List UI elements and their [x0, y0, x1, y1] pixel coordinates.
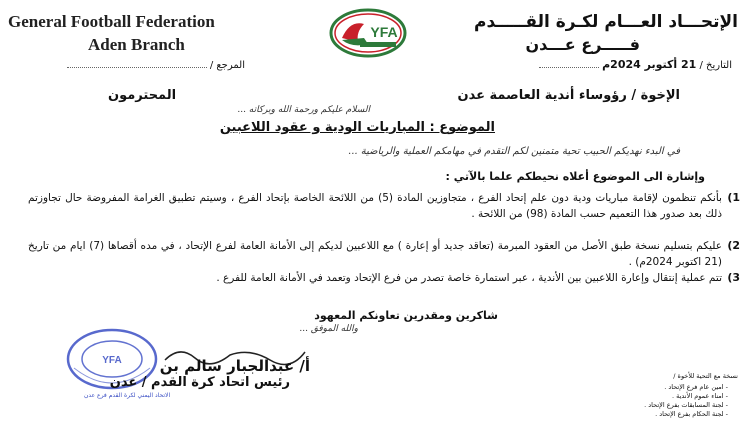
- copy-item: - امناء عموم الأندية .: [671, 392, 728, 400]
- item-2-text: عليكم بتسليم نسخة طبق الأصل من العقود المبرمة (تعاقد جديد أو إعارة ) مع اللاعبين لديكم إلى الأمانة العامة لفرع الإتحاد ، في مده أقصاها (7) ايام من تاريخ (21 اكتوبر 2024م) .: [28, 240, 722, 268]
- copy-item: - لجنة الحكام بفرع الإتحاد .: [655, 410, 728, 418]
- svg-text:YFA: YFA: [102, 355, 122, 366]
- ref-row: [55, 60, 245, 71]
- header-en-line1: General Football Federation: [8, 12, 215, 31]
- god-bless: والله الموفق ...: [299, 324, 358, 334]
- item-3: [28, 270, 740, 286]
- item-3-num: 3): [727, 271, 740, 284]
- subject-text: المباريات الودية و عقود اللاعبين: [219, 120, 425, 135]
- copy-item: - امين عام فرع الإتحاد .: [664, 383, 728, 391]
- subject-line: [220, 120, 495, 135]
- federation-logo: [328, 8, 408, 58]
- reference: وإشارة الى الموضوع أعلاه نحيطكم علما بالآتي :: [445, 170, 705, 183]
- addressee: الإخوة / رؤوساء أندية العاصمة عدن: [457, 88, 680, 103]
- logo-text: YFA: [370, 24, 398, 40]
- subject-label: الموضوع :: [429, 120, 495, 135]
- stamp-text: الاتحاد اليمني لكرة القدم فرع عدن: [84, 392, 171, 399]
- ref-label: المرجع /: [209, 60, 245, 71]
- item-2: [28, 238, 740, 270]
- item-1: [28, 190, 740, 222]
- thanks: شاكرين ومقدرين تعاونكم المعهود: [314, 309, 498, 322]
- header-en-line2: Aden Branch: [88, 35, 185, 54]
- date-row: [472, 58, 732, 71]
- item-1-text: بأنكم تنظمون لإقامة مباريات ودية دون علم إتحاد الفرع ، متجاوزين المادة (5) من اللائحة الخاصة بإتحاد الفرع ، وسيتم تطبيق الغرامة المفروضة حال تجاوزتم ذلك بعد صدور هذا التعميم حسب المادة (98) من اللائحة .: [28, 192, 722, 220]
- date-value: 21 أكتوبر 2024م: [602, 58, 697, 71]
- respected: المحترمون: [108, 88, 177, 103]
- intro: في البدء نهديكم الحبيب تحية متمنين لكم التقدم في مهامكم العملية والرياضية ...: [348, 146, 680, 157]
- copies-heading: نسخة مع التحية للأخوة /: [673, 372, 738, 380]
- greeting: السلام عليكم ورحمة الله وبركاته ...: [237, 105, 370, 115]
- item-3-text: تتم عملية إنتقال وإعارة اللاعبين بين الأندية ، عبر استمارة خاصة تصدر من فرع الإتحاد وتعمد في الأمانة العامة للفرع .: [216, 272, 722, 284]
- date-label: التاريخ /: [699, 60, 732, 71]
- item-2-num: 2): [727, 239, 740, 252]
- header-ar-line1: الإتحـــاد العـــام لكـرة القـــــدم: [474, 12, 738, 32]
- copy-item: - لجنة المسابقات بفرع الإتحاد .: [644, 401, 728, 409]
- signature-name: أ/ عبدالجبار سالم بن: [159, 357, 310, 375]
- item-1-num: 1): [727, 191, 740, 204]
- header-ar-line2: فـــــرع عـــدن: [525, 35, 640, 54]
- signature-title: رئيس اتحاد كرة القدم / عدن: [109, 375, 290, 390]
- copies-block: [538, 372, 738, 419]
